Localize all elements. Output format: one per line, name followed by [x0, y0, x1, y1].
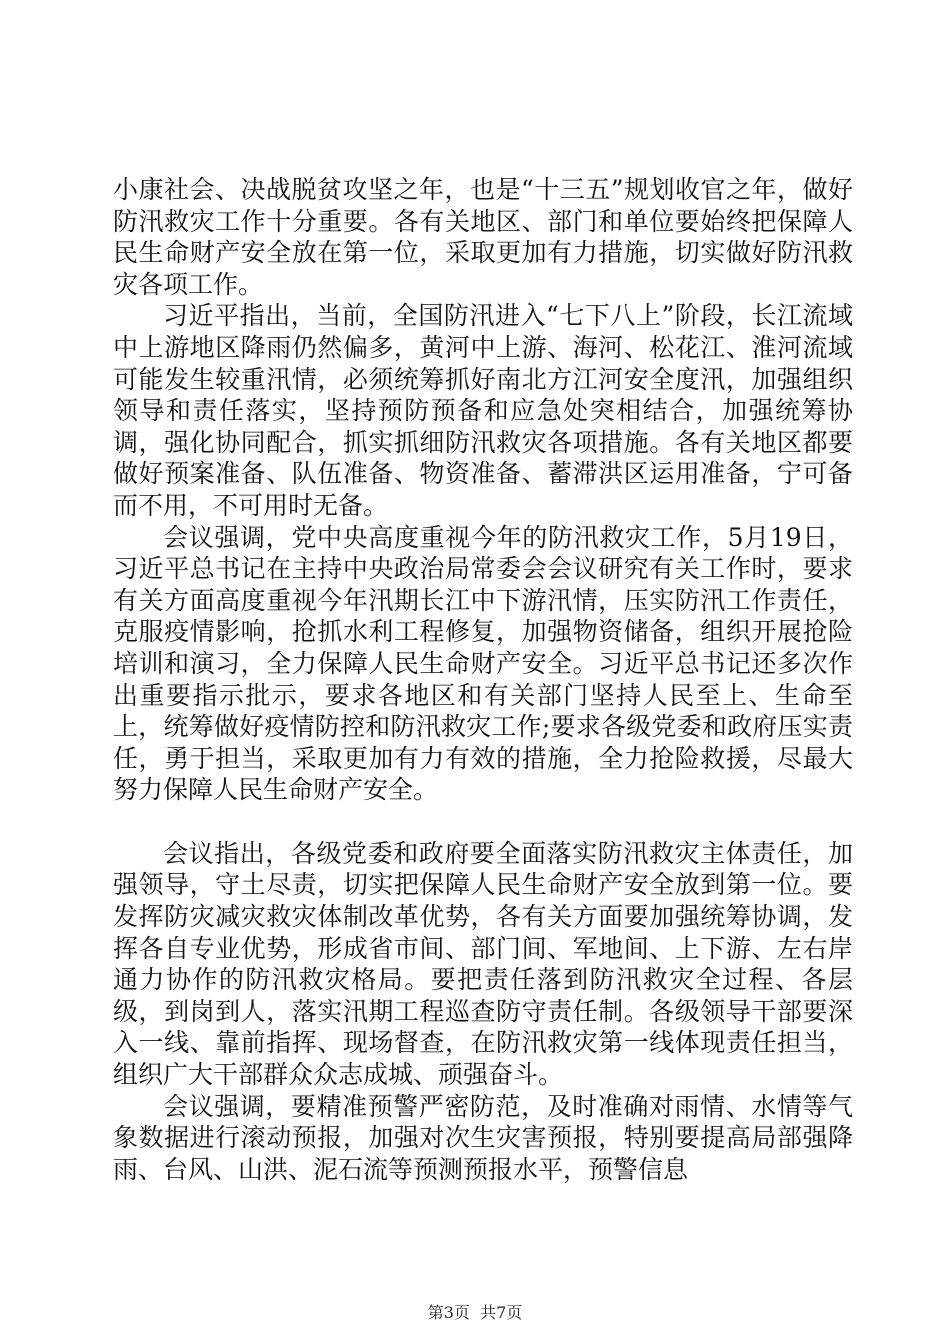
paragraph-4: 会议指出，各级党委和政府要全面落实防汛救灾主体责任，加强领导，守土尽责，切实把保障人民生命财产安全放到第一位。要发挥防灾减灾救灾体制改革优势，各有关方面要加强统筹协调，发挥各自专业优势，形成省市间、部门间、军地间、上下游、左右岸通力协作的防汛救灾格局。要把责任落到防汛救灾全过程、各层级，到岗到人，落实汛期工程巡查防守责任制。各级领导干部要深入一线、靠前指挥、现场督查，在防汛救灾第一线体现责任担当，组织广大干部群众众志成城、顽强奋斗。: [113, 838, 853, 1090]
paragraph-2: 习近平指出，当前，全国防汛进入“七下八上”阶段，长江流域中上游地区降雨仍然偏多，黄河中上游、海河、松花江、淮河流域可能发生较重汛情，必须统筹抓好南北方江河安全度汛，加强组织领导和责任落实，坚持预防预备和应急处突相结合，加强统筹协调，强化协同配合，抓实抓细防汛救灾各项措施。各有关地区都要做好预案准备、队伍准备、物资准备、蓄滞洪区运用准备，宁可备而不用，不可用时无备。: [113, 301, 853, 520]
paragraph-3: 会议强调，党中央高度重视今年的防汛救灾工作，5月19日，习近平总书记在主持中央政治局常委会会议研究有关工作时，要求有关方面高度重视今年汛期长江中下游汛情，压实防汛工作责任，克服疫情影响，抢抓水利工程修复，加强物资储备，组织开展抢险培训和演习，全力保障人民生命财产安全。习近平总书记还多次作出重要指示批示，要求各地区和有关部门坚持人民至上、生命至上，统筹做好疫情防控和防汛救灾工作;要求各级党委和政府压实责任，勇于担当，采取更加有力有效的措施，全力抢险救援，尽最大努力保障人民生命财产安全。: [113, 522, 853, 805]
page-number-footer: 第3页 共7页: [427, 1303, 523, 1322]
paragraph-1: 小康社会、决战脱贫攻坚之年，也是“十三五”规划收官之年，做好防汛救灾工作十分重要。各有关地区、部门和单位要始终把保障人民生命财产安全放在第一位，采取更加有力措施，切实做好防汛救灾各项工作。: [113, 175, 853, 299]
paragraph-5: 会议强调，要精准预警严密防范，及时准确对雨情、水情等气象数据进行滚动预报，加强对次生灾害预报，特别要提高局部强降雨、台风、山洪、泥石流等预测预报水平，预警信息: [113, 1091, 853, 1184]
document-body: [113, 174, 853, 1185]
